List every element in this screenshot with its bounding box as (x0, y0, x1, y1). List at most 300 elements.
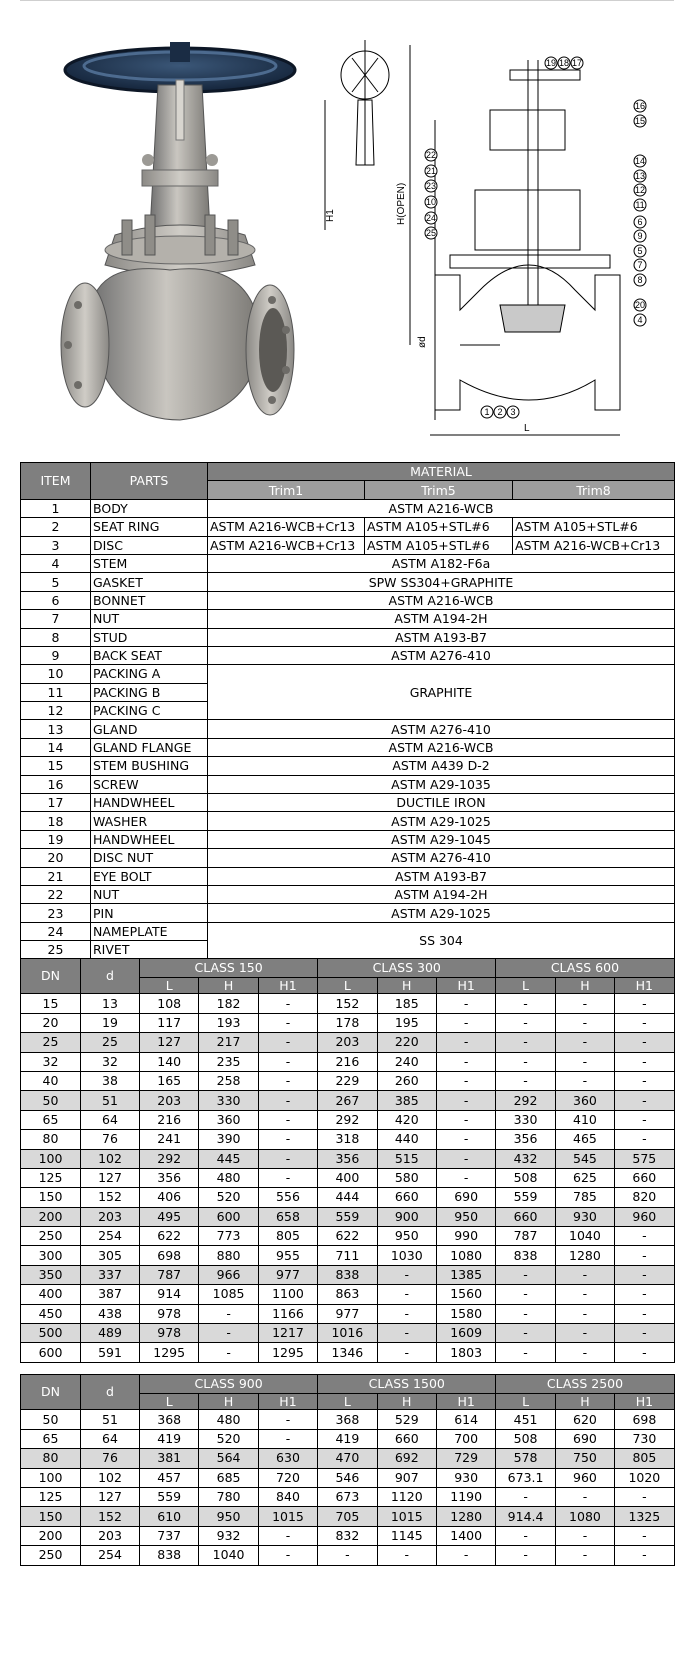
dim-h1-cell: 1609 (436, 1324, 495, 1343)
dim-h-cell: 966 (199, 1265, 258, 1284)
dimension-table-class-900-2500 (20, 1374, 675, 1566)
dim-dn-cell: 100 (21, 1468, 81, 1487)
dim2-header-class900: CLASS 900 (140, 1375, 318, 1394)
dim-l-cell: 165 (140, 1071, 199, 1090)
dim-l-cell: 356 (318, 1149, 377, 1168)
dim-l-cell: 406 (140, 1188, 199, 1207)
dim-h1-cell: - (615, 1246, 674, 1265)
part-name: SEAT RING (91, 518, 208, 536)
svg-text:22: 22 (425, 150, 437, 160)
dim1-header-l: L (140, 978, 199, 994)
dim-l-cell: 978 (140, 1304, 199, 1323)
item-number: 10 (21, 665, 91, 683)
dim-h-cell: 529 (377, 1410, 436, 1429)
balloon-22 (425, 149, 437, 161)
material-trim5: ASTM A105+STL#6 (365, 518, 513, 536)
dim-d-cell: 19 (81, 1013, 140, 1032)
dim-h-cell: 900 (377, 1207, 436, 1226)
dim-l-cell: - (496, 1343, 555, 1362)
dim-l-cell: 622 (140, 1227, 199, 1246)
dim2-header-class1500: CLASS 1500 (318, 1375, 496, 1394)
dim-h1-cell: - (436, 1091, 495, 1110)
dimension-row (21, 1013, 675, 1032)
dim1-header-class600: CLASS 600 (496, 959, 674, 978)
dim-l-cell: - (496, 1071, 555, 1090)
material: ASTM A182-F6a (208, 554, 675, 572)
balloon-16 (634, 100, 646, 112)
dim-h1-cell: - (258, 1429, 317, 1448)
material: ASTM A276-410 (208, 849, 675, 867)
svg-text:23: 23 (425, 181, 437, 191)
dim-l-cell: 216 (318, 1052, 377, 1071)
dim-d-cell: 102 (81, 1149, 140, 1168)
dim-h1-cell: - (436, 1546, 495, 1565)
dim-h1-cell: 1190 (436, 1487, 495, 1506)
parts-row (21, 628, 675, 646)
dim-h1-cell: 1217 (258, 1324, 317, 1343)
dim-dn-cell: 150 (21, 1188, 81, 1207)
dim1-header-d: d (81, 959, 140, 994)
part-name: PIN (91, 904, 208, 922)
dim-h1-cell: - (258, 994, 317, 1013)
material: ASTM A29-1025 (208, 904, 675, 922)
dim-l-cell: 216 (140, 1110, 199, 1129)
dim1-header-l: L (496, 978, 555, 994)
dim-d-cell: 51 (81, 1410, 140, 1429)
material: SS 304 (208, 922, 675, 959)
dimension-row (21, 1188, 675, 1207)
valve-photo (20, 0, 320, 462)
dim-h-cell: - (555, 1033, 614, 1052)
material: ASTM A276-410 (208, 720, 675, 738)
dim-l-cell: 673 (318, 1487, 377, 1506)
dimension-row (21, 1110, 675, 1129)
dim-l-cell: 673.1 (496, 1468, 555, 1487)
part-name: GLAND FLANGE (91, 738, 208, 756)
part-name: GASKET (91, 573, 208, 591)
dim2-header-dn: DN (21, 1375, 81, 1410)
dim-l-cell: - (318, 1546, 377, 1565)
dimension-row (21, 1207, 675, 1226)
dim-h1-cell: - (615, 1110, 674, 1129)
dim-d-cell: 127 (81, 1487, 140, 1506)
dim2-header-h1: H1 (436, 1394, 495, 1410)
parts-row (21, 554, 675, 572)
dim-h1-cell: - (436, 1149, 495, 1168)
dim1-header-h1: H1 (615, 978, 674, 994)
material-trim5: ASTM A105+STL#6 (365, 536, 513, 554)
dim-h-cell: 580 (377, 1168, 436, 1187)
dim-dn-cell: 250 (21, 1227, 81, 1246)
balloon-10 (425, 196, 437, 208)
dimension-row (21, 1130, 675, 1149)
dim-l-cell: 495 (140, 1207, 199, 1226)
dim-d-cell: 64 (81, 1110, 140, 1129)
dim-l-cell: 914.4 (496, 1507, 555, 1526)
dim-h-cell: - (377, 1285, 436, 1304)
dim-dn-cell: 250 (21, 1546, 81, 1565)
dim-h1-cell: 930 (436, 1468, 495, 1487)
dim2-header-h1: H1 (258, 1394, 317, 1410)
dim-l-cell: - (496, 1487, 555, 1506)
dim1-header-h: H (555, 978, 614, 994)
dim-h1-cell: - (615, 1285, 674, 1304)
dim-l-cell: 787 (496, 1227, 555, 1246)
dim-h-cell: 480 (199, 1410, 258, 1429)
dim-l-cell: 787 (140, 1265, 199, 1284)
item-number: 7 (21, 610, 91, 628)
dim-d-cell: 76 (81, 1449, 140, 1468)
dim-dn-cell: 65 (21, 1110, 81, 1129)
dimension-row (21, 1507, 675, 1526)
dim-l-cell: 578 (496, 1449, 555, 1468)
part-name: NUT (91, 610, 208, 628)
dim2-header-h: H (555, 1394, 614, 1410)
dim-h-cell: 258 (199, 1071, 258, 1090)
dim-l-cell: - (496, 994, 555, 1013)
dim-d-cell: 203 (81, 1526, 140, 1545)
dim-l-cell: 470 (318, 1449, 377, 1468)
parts-row (21, 775, 675, 793)
part-name: BACK SEAT (91, 646, 208, 664)
balloon-3 (507, 406, 519, 418)
dimension-row (21, 1487, 675, 1506)
dim2-header-l: L (496, 1394, 555, 1410)
dim-h-cell: 950 (377, 1227, 436, 1246)
dim-h1-cell: - (258, 1546, 317, 1565)
part-name: HANDWHEEL (91, 830, 208, 848)
header-trim5: Trim5 (365, 481, 513, 499)
dim-h1-cell: - (436, 1013, 495, 1032)
dim-dn-cell: 200 (21, 1526, 81, 1545)
item-number: 24 (21, 922, 91, 940)
dim-d-cell: 254 (81, 1227, 140, 1246)
dim-h1-cell: 1015 (258, 1507, 317, 1526)
l-label: L (524, 423, 530, 434)
dim-h1-cell: - (436, 1033, 495, 1052)
h-open-label: H(OPEN) (396, 182, 407, 225)
dim-dn-cell: 400 (21, 1285, 81, 1304)
part-name: RIVET (91, 941, 208, 959)
dim-l-cell: 356 (140, 1168, 199, 1187)
dim-dn-cell: 600 (21, 1343, 81, 1362)
dim-h-cell: 750 (555, 1449, 614, 1468)
balloon-9 (634, 230, 646, 242)
part-name: STEM (91, 554, 208, 572)
dim-h-cell: 780 (199, 1487, 258, 1506)
dim-l-cell: 838 (496, 1246, 555, 1265)
dim-h-cell: 217 (199, 1033, 258, 1052)
valve-section-drawing (315, 0, 674, 462)
dimension-row (21, 1052, 675, 1071)
dim-d-cell: 13 (81, 994, 140, 1013)
balloon-23 (425, 180, 437, 192)
dim-l-cell: 400 (318, 1168, 377, 1187)
dim-l-cell: 203 (318, 1033, 377, 1052)
dim-h-cell: 950 (199, 1507, 258, 1526)
balloon-12 (634, 184, 646, 196)
dim-l-cell: 432 (496, 1149, 555, 1168)
dim-l-cell: 292 (318, 1110, 377, 1129)
dim-h-cell: 520 (199, 1429, 258, 1448)
dim-h1-cell: - (258, 1410, 317, 1429)
dim-h1-cell: 730 (615, 1429, 674, 1448)
dim-h1-cell: - (615, 1546, 674, 1565)
parts-row (21, 665, 675, 683)
svg-text:17: 17 (571, 58, 583, 68)
dim-h-cell: 515 (377, 1149, 436, 1168)
dim-h-cell: - (555, 1324, 614, 1343)
dim-h-cell: - (555, 1071, 614, 1090)
dim-d-cell: 152 (81, 1188, 140, 1207)
dim-h-cell: - (377, 1265, 436, 1284)
material: ASTM A29-1035 (208, 775, 675, 793)
item-number: 15 (21, 757, 91, 775)
dim-l-cell: 705 (318, 1507, 377, 1526)
balloon-6 (634, 216, 646, 228)
dim-h-cell: 1085 (199, 1285, 258, 1304)
dim-l-cell: 1016 (318, 1324, 377, 1343)
svg-text:21: 21 (425, 166, 437, 176)
svg-text:25: 25 (425, 228, 437, 238)
dim-h-cell: 193 (199, 1013, 258, 1032)
parts-row (21, 867, 675, 885)
dim-l-cell: - (496, 1526, 555, 1545)
dim-h-cell: 907 (377, 1468, 436, 1487)
dimension-row (21, 1227, 675, 1246)
dimension-row (21, 1033, 675, 1052)
svg-text:19: 19 (545, 58, 557, 68)
dim2-header-class2500: CLASS 2500 (496, 1375, 674, 1394)
dimension-row (21, 1071, 675, 1090)
material: ASTM A194-2H (208, 885, 675, 903)
parts-row (21, 499, 675, 517)
dimension-row (21, 1091, 675, 1110)
dim-d-cell: 337 (81, 1265, 140, 1284)
dim-l-cell: - (496, 1013, 555, 1032)
dim-h1-cell: - (258, 1168, 317, 1187)
dim-h1-cell: 1325 (615, 1507, 674, 1526)
parts-row (21, 830, 675, 848)
part-name: EYE BOLT (91, 867, 208, 885)
dim-h-cell: 660 (377, 1188, 436, 1207)
header-item: ITEM (21, 463, 91, 500)
dim-h-cell: 440 (377, 1130, 436, 1149)
material: GRAPHITE (208, 665, 675, 720)
dim-l-cell: 610 (140, 1507, 199, 1526)
item-number: 12 (21, 702, 91, 720)
dim-h1-cell: - (258, 1110, 317, 1129)
parts-row (21, 849, 675, 867)
dim-h-cell: 545 (555, 1149, 614, 1168)
dim-h-cell: - (377, 1324, 436, 1343)
dim-h-cell: - (555, 1285, 614, 1304)
parts-row (21, 738, 675, 756)
header-parts: PARTS (91, 463, 208, 500)
dim-h-cell: - (555, 1487, 614, 1506)
dim-h-cell: 1145 (377, 1526, 436, 1545)
dim-l-cell: 546 (318, 1468, 377, 1487)
dim-h1-cell: - (258, 1033, 317, 1052)
dim-l-cell: 292 (496, 1091, 555, 1110)
dim-h1-cell: 820 (615, 1188, 674, 1207)
dimension-row (21, 1468, 675, 1487)
dim-l-cell: 203 (140, 1091, 199, 1110)
dim-l-cell: 108 (140, 994, 199, 1013)
dim-h-cell: - (555, 1526, 614, 1545)
d-label: ød (417, 336, 428, 348)
dim-h-cell: 1120 (377, 1487, 436, 1506)
dim-h1-cell: - (258, 1071, 317, 1090)
dim-h-cell: 240 (377, 1052, 436, 1071)
part-name: STUD (91, 628, 208, 646)
dim-dn-cell: 40 (21, 1071, 81, 1090)
dim1-header-h: H (199, 978, 258, 994)
dim-h-cell: 930 (555, 1207, 614, 1226)
dim-h1-cell: - (615, 1033, 674, 1052)
dim-h1-cell: - (258, 1091, 317, 1110)
balloon-13 (634, 170, 646, 182)
item-number: 6 (21, 591, 91, 609)
dim-h1-cell: - (615, 1343, 674, 1362)
dim-l-cell: 622 (318, 1227, 377, 1246)
dim-h1-cell: 556 (258, 1188, 317, 1207)
dim-h1-cell: 955 (258, 1246, 317, 1265)
dim-l-cell: 1346 (318, 1343, 377, 1362)
dim-h-cell: 1040 (555, 1227, 614, 1246)
dim-h-cell: 692 (377, 1449, 436, 1468)
dim-h-cell: 564 (199, 1449, 258, 1468)
dim-h1-cell: 698 (615, 1410, 674, 1429)
part-name: DISC NUT (91, 849, 208, 867)
dim-h1-cell: 1080 (436, 1246, 495, 1265)
dim-l-cell: 1295 (140, 1343, 199, 1362)
dim-h-cell: 1040 (199, 1546, 258, 1565)
dim-h-cell: - (555, 1013, 614, 1032)
dim-l-cell: 178 (318, 1013, 377, 1032)
dim2-header-h1: H1 (615, 1394, 674, 1410)
item-number: 2 (21, 518, 91, 536)
dim-h-cell: 445 (199, 1149, 258, 1168)
svg-text:9: 9 (637, 231, 643, 241)
dim-h-cell: 625 (555, 1168, 614, 1187)
dim-h-cell: 182 (199, 994, 258, 1013)
balloon-24 (425, 212, 437, 224)
material: ASTM A439 D-2 (208, 757, 675, 775)
item-number: 4 (21, 554, 91, 572)
parts-row (21, 812, 675, 830)
dim-h-cell: - (377, 1546, 436, 1565)
dim-l-cell: 241 (140, 1130, 199, 1149)
svg-text:8: 8 (637, 275, 643, 285)
parts-row (21, 885, 675, 903)
dimension-row (21, 1410, 675, 1429)
dim-h-cell: 220 (377, 1033, 436, 1052)
dimension-row (21, 1343, 675, 1362)
dim-l-cell: 419 (140, 1429, 199, 1448)
item-number: 5 (21, 573, 91, 591)
dim-h1-cell: 630 (258, 1449, 317, 1468)
balloon-19 (545, 57, 557, 69)
dim-dn-cell: 20 (21, 1013, 81, 1032)
item-number: 8 (21, 628, 91, 646)
balloon-21 (425, 165, 437, 177)
parts-row (21, 646, 675, 664)
dim-l-cell: 559 (318, 1207, 377, 1226)
dim-h1-cell: 690 (436, 1188, 495, 1207)
dim-l-cell: 559 (496, 1188, 555, 1207)
dim-h-cell: 360 (199, 1110, 258, 1129)
dim-l-cell: 152 (318, 994, 377, 1013)
dim-h1-cell: 720 (258, 1468, 317, 1487)
dim-h1-cell: 977 (258, 1265, 317, 1284)
dim-h-cell: 1280 (555, 1246, 614, 1265)
dim-l-cell: 381 (140, 1449, 199, 1468)
dim-h-cell: 480 (199, 1168, 258, 1187)
dim-d-cell: 38 (81, 1071, 140, 1090)
dim-d-cell: 591 (81, 1343, 140, 1362)
parts-row (21, 518, 675, 536)
dim-h-cell: 410 (555, 1110, 614, 1129)
dim-dn-cell: 125 (21, 1168, 81, 1187)
material: ASTM A216-WCB (208, 591, 675, 609)
dim-l-cell: 737 (140, 1526, 199, 1545)
dim-h-cell: 690 (555, 1429, 614, 1448)
dim-h1-cell: 840 (258, 1487, 317, 1506)
dim-l-cell: 508 (496, 1168, 555, 1187)
dim-h1-cell: 660 (615, 1168, 674, 1187)
dim-h1-cell: 1020 (615, 1468, 674, 1487)
dim-h1-cell: - (258, 1013, 317, 1032)
balloon-2 (494, 406, 506, 418)
part-name: GLAND (91, 720, 208, 738)
dim-d-cell: 25 (81, 1033, 140, 1052)
material: ASTM A193-B7 (208, 867, 675, 885)
svg-text:3: 3 (510, 407, 516, 417)
dim-h-cell: 185 (377, 994, 436, 1013)
dim-dn-cell: 65 (21, 1429, 81, 1448)
dim-l-cell: 267 (318, 1091, 377, 1110)
svg-text:24: 24 (425, 213, 437, 223)
dim-d-cell: 305 (81, 1246, 140, 1265)
dim-h1-cell: - (615, 1265, 674, 1284)
item-number: 11 (21, 683, 91, 701)
dim-h1-cell: - (615, 1227, 674, 1246)
balloon-14 (634, 155, 646, 167)
dim-h-cell: - (377, 1343, 436, 1362)
balloon-15 (634, 115, 646, 127)
svg-text:2: 2 (497, 407, 503, 417)
dim-h-cell: 1015 (377, 1507, 436, 1526)
dimension-table-class-150-600 (20, 958, 675, 1363)
part-name: BODY (91, 499, 208, 517)
part-name: NAMEPLATE (91, 922, 208, 940)
dim-dn-cell: 125 (21, 1487, 81, 1506)
dimension-row (21, 1449, 675, 1468)
dim-h1-cell: 950 (436, 1207, 495, 1226)
balloon-18 (558, 57, 570, 69)
material: ASTM A216-WCB (208, 499, 675, 517)
dim-dn-cell: 25 (21, 1033, 81, 1052)
dim-l-cell: 978 (140, 1324, 199, 1343)
dim-l-cell: 838 (140, 1546, 199, 1565)
dim-h1-cell: - (615, 1013, 674, 1032)
dim-h1-cell: - (615, 1304, 674, 1323)
dim-d-cell: 203 (81, 1207, 140, 1226)
dim-h1-cell: 658 (258, 1207, 317, 1226)
parts-row (21, 904, 675, 922)
dim-h1-cell: 1295 (258, 1343, 317, 1362)
